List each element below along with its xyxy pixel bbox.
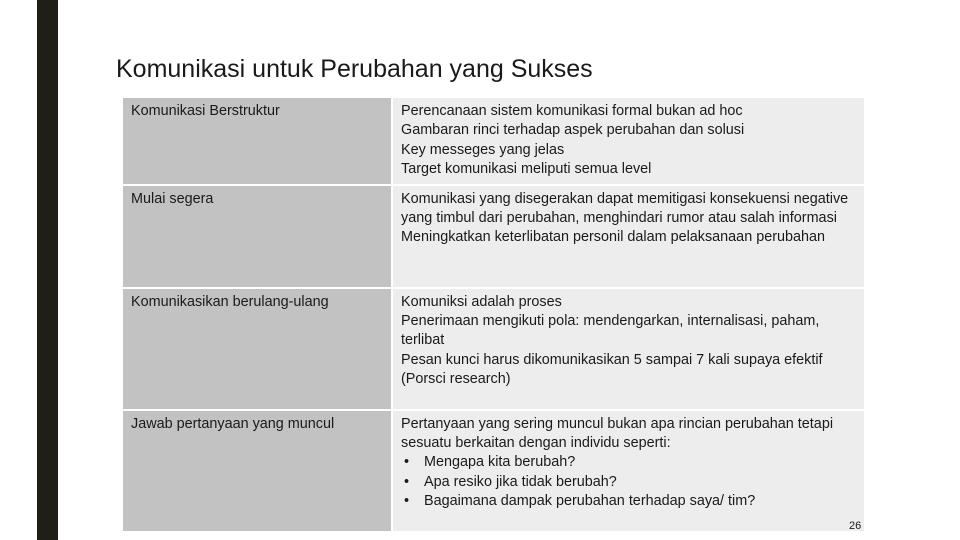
row-description-cell — [392, 97, 865, 185]
row-description-cell — [392, 288, 865, 410]
description-line: Key messeges yang jelas — [401, 141, 565, 158]
bullet-icon: • — [404, 473, 410, 490]
bullet-item — [401, 492, 856, 511]
bullet-text: Bagaimana dampak perubahan terhadap saya/ tim? — [424, 493, 756, 510]
description-line: Penerimaan mengikuti pola: mendengarkan, internalisasi, paham, terlibat — [401, 313, 820, 349]
table-row — [122, 97, 865, 185]
table-row — [122, 410, 865, 532]
page-number: 26 — [849, 520, 862, 532]
table-row — [122, 288, 865, 410]
description-line: Komuniksi adalah proses — [401, 293, 562, 310]
description-line: Pertanyaan yang sering muncul bukan apa rincian perubahan tetapi sesuatu berkaitan dengan individu seperti: — [401, 415, 834, 452]
row-label-cell — [122, 410, 392, 532]
row-label: Mulai segera — [131, 190, 214, 207]
description-line: Pesan kunci harus dikomunikasikan 5 sampai 7 kali supaya efektif (Porsci research) — [401, 351, 823, 388]
description-line: Komunikasi yang disegerakan dapat memitigasi konsekuensi negative yang timbul dari perubahan, menghindari rumor atau salah informasi — [401, 190, 849, 227]
row-label-cell — [122, 97, 392, 185]
bullet-text: Mengapa kita berubah? — [424, 454, 576, 471]
description-line: Perencanaan sistem komunikasi formal bukan ad hoc — [401, 103, 743, 119]
row-label: Jawab pertanyaan yang muncul — [131, 415, 335, 432]
content-table — [121, 96, 866, 533]
row-label-cell — [122, 288, 392, 410]
bullet-item — [401, 473, 856, 492]
table-row — [122, 185, 865, 288]
description-line: Meningkatkan keterlibatan personil dalam pelaksanaan perubahan — [401, 229, 826, 246]
bullet-icon: • — [404, 493, 410, 510]
bullet-text: Apa resiko jika tidak berubah? — [424, 473, 617, 490]
slide-title: Komunikasi untuk Perubahan yang Sukses — [116, 55, 593, 83]
bullet-item — [401, 453, 856, 472]
row-description-cell — [392, 410, 865, 532]
row-label: Komunikasi Berstruktur — [131, 103, 280, 119]
left-accent-bar — [37, 0, 58, 540]
description-line: Target komunikasi meliputi semua level — [401, 161, 652, 178]
description-line: Gambaran rinci terhadap aspek perubahan dan solusi — [401, 122, 745, 139]
row-description-cell — [392, 185, 865, 288]
bullet-icon: • — [404, 454, 410, 471]
bullet-list — [401, 453, 856, 511]
row-label-cell — [122, 185, 392, 288]
row-label: Komunikasikan berulang-ulang — [131, 293, 329, 310]
